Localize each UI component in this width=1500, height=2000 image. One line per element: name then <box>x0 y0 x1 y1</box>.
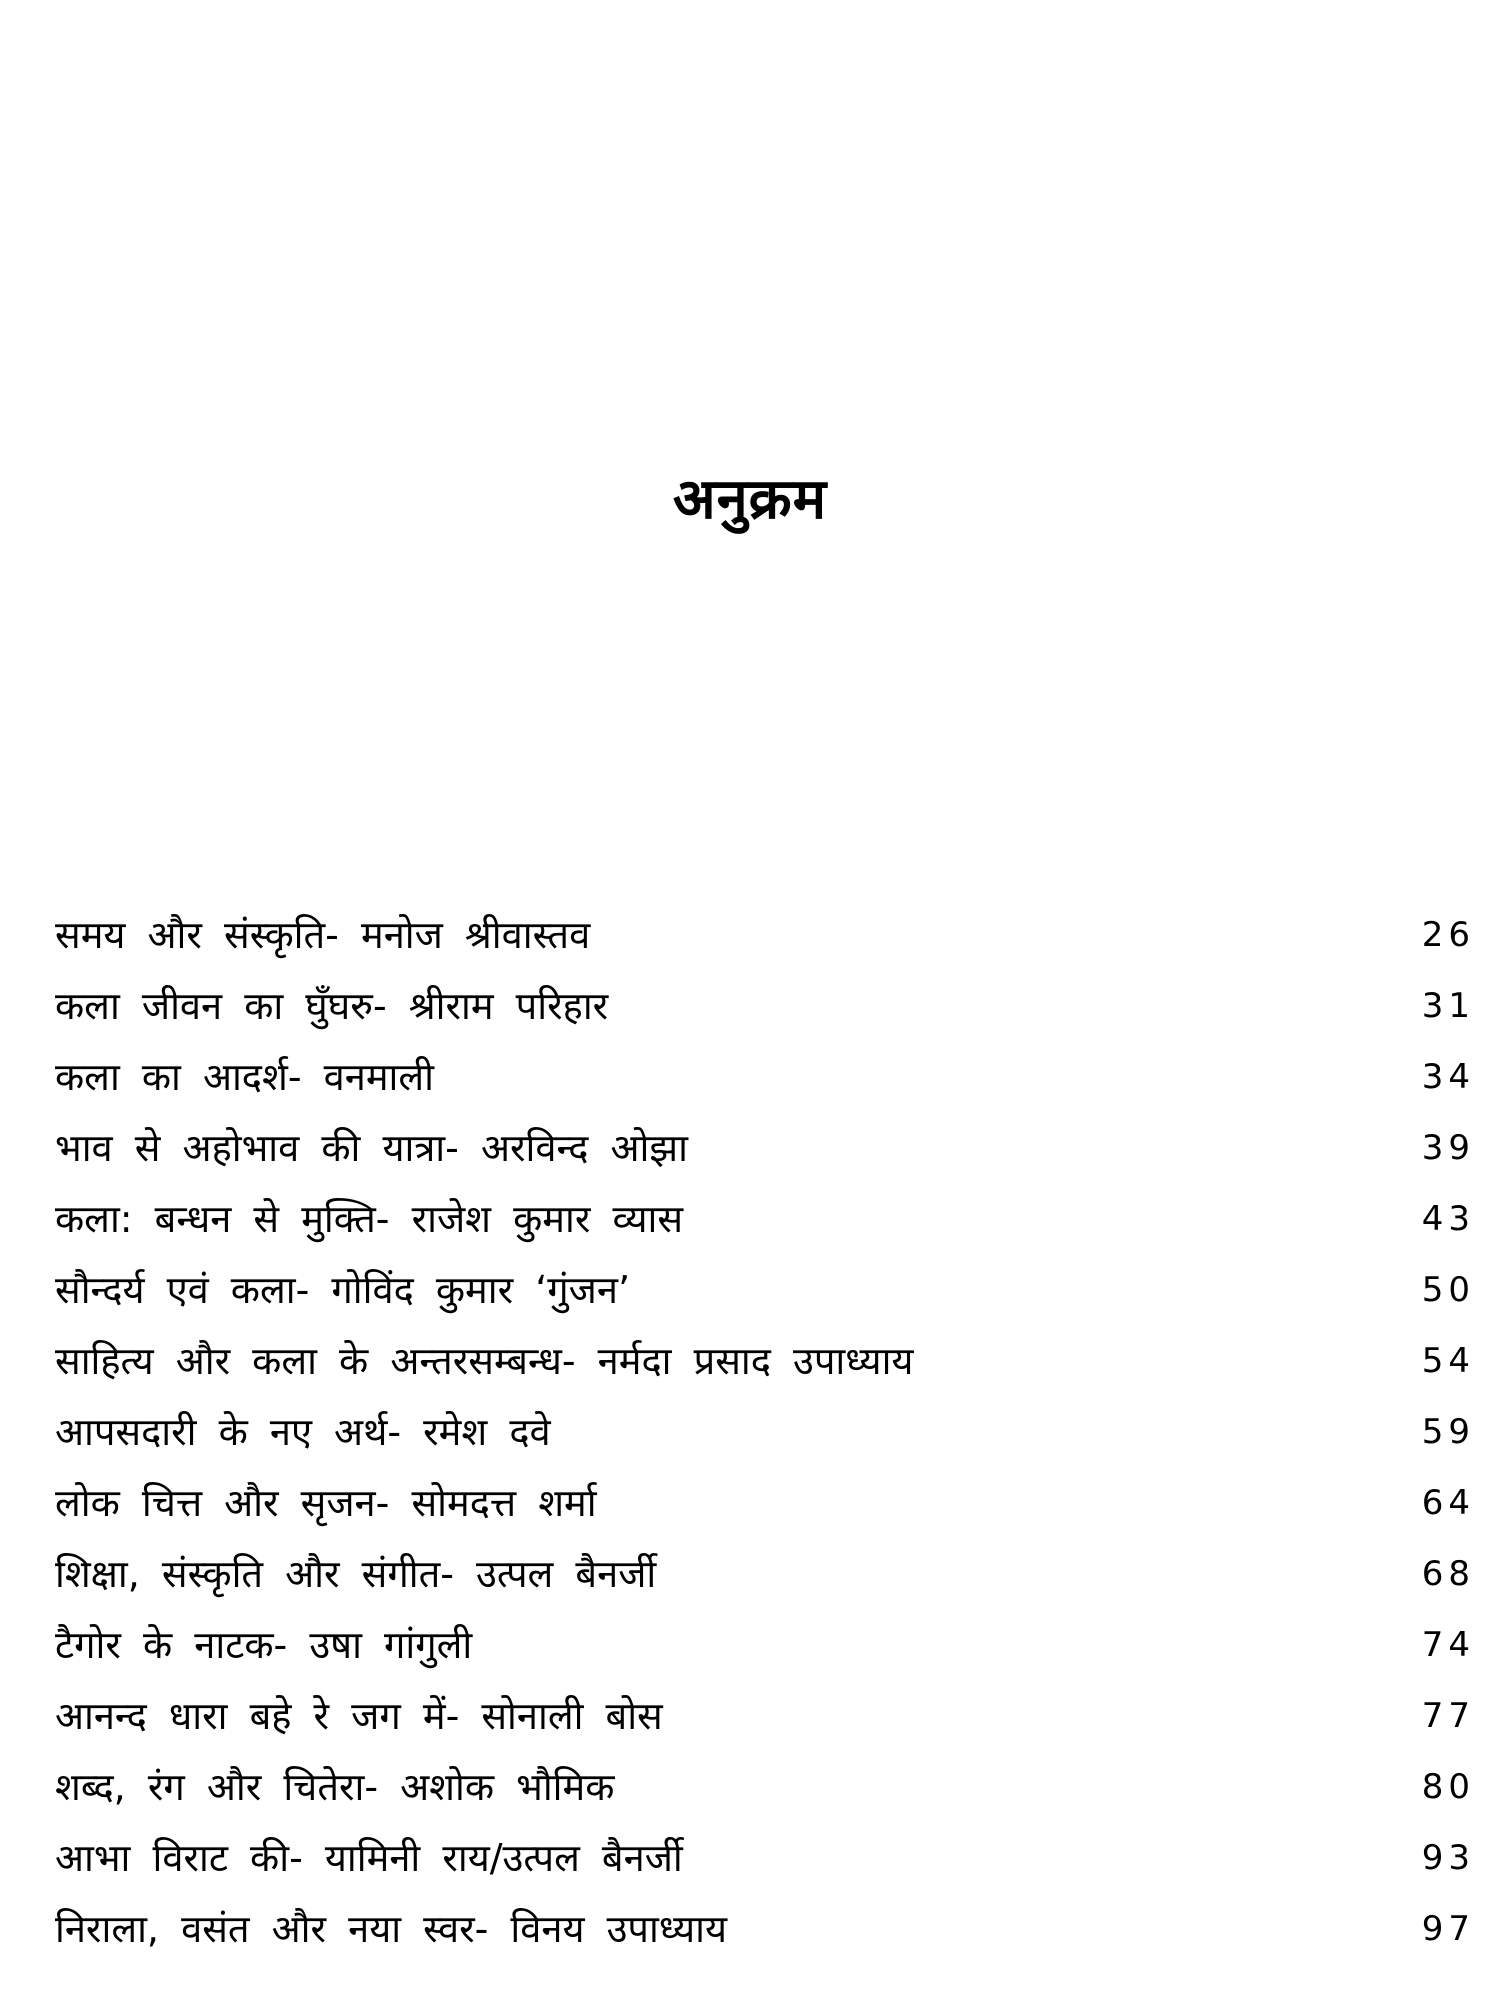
toc-entry-title: भाव से अहोभाव की यात्रा- अरविन्द ओझा <box>55 1126 688 1170</box>
toc-entry-page: 26 <box>1421 915 1475 955</box>
toc-entry-title: टैगोर के नाटक- उषा गांगुली <box>55 1623 473 1667</box>
toc-entry-title: लोक चित्त और सृजन- सोमदत्त शर्मा <box>55 1481 597 1525</box>
toc-entry <box>55 900 1475 971</box>
toc-entry <box>55 1255 1475 1326</box>
toc-entry-title: सौन्दर्य एवं कला- गोविंद कुमार ‘गुंजन’ <box>55 1268 631 1312</box>
toc-entry <box>55 1894 1475 1965</box>
toc-entry <box>55 1397 1475 1468</box>
toc-entry <box>55 1468 1475 1539</box>
toc-entry-page: 97 <box>1421 1909 1475 1949</box>
toc-entry-title: कला का आदर्श- वनमाली <box>55 1055 435 1099</box>
toc-entry-title: कला जीवन का घुँघरु- श्रीराम परिहार <box>55 984 609 1028</box>
toc-entry-title: निराला, वसंत और नया स्वर- विनय उपाध्याय <box>55 1907 728 1951</box>
toc-entry-page: 54 <box>1421 1341 1475 1381</box>
toc-entry-title: समय और संस्कृति- मनोज श्रीवास्तव <box>55 913 591 957</box>
toc-entry-page: 77 <box>1421 1696 1475 1736</box>
toc-entry-page: 64 <box>1421 1483 1475 1523</box>
toc-entry-page: 34 <box>1421 1057 1475 1097</box>
toc-entry-title: शब्द, रंग और चितेरा- अशोक भौमिक <box>55 1765 615 1809</box>
toc-entry-page: 68 <box>1421 1554 1475 1594</box>
toc-entry <box>55 1326 1475 1397</box>
toc-entry-page: 39 <box>1421 1128 1475 1168</box>
page-title: अनुक्रम <box>672 467 828 532</box>
toc-entry-title: आनन्द धारा बहे रे जग में- सोनाली बोस <box>55 1694 663 1738</box>
toc-entry <box>55 1184 1475 1255</box>
toc-entry <box>55 1610 1475 1681</box>
toc-entry <box>55 1823 1475 1894</box>
toc-entry-page: 74 <box>1421 1625 1475 1665</box>
toc-entry <box>55 1681 1475 1752</box>
toc-entry-title: साहित्य और कला के अन्तरसम्बन्ध- नर्मदा प्रसाद उपाध्याय <box>55 1339 914 1383</box>
toc-entry-page: 80 <box>1421 1767 1475 1807</box>
toc-entry-page: 31 <box>1421 986 1475 1026</box>
toc-entry-title: आभा विराट की- यामिनी राय/उत्पल बैनर्जी <box>55 1836 683 1880</box>
toc-entry <box>55 1042 1475 1113</box>
toc-entry <box>55 971 1475 1042</box>
toc-entry <box>55 1113 1475 1184</box>
toc-entry-page: 93 <box>1421 1838 1475 1878</box>
toc-entry-title: आपसदारी के नए अर्थ- रमेश दवे <box>55 1410 551 1454</box>
toc-entry <box>55 1539 1475 1610</box>
toc-entry-title: शिक्षा, संस्कृति और संगीत- उत्पल बैनर्जी <box>55 1552 657 1596</box>
toc-entry-page: 43 <box>1421 1199 1475 1239</box>
table-of-contents <box>55 900 1475 1965</box>
toc-entry <box>55 1752 1475 1823</box>
toc-entry-title: कला: बन्धन से मुक्ति- राजेश कुमार व्यास <box>55 1197 684 1241</box>
toc-entry-page: 59 <box>1421 1412 1475 1452</box>
toc-entry-page: 50 <box>1421 1270 1475 1310</box>
